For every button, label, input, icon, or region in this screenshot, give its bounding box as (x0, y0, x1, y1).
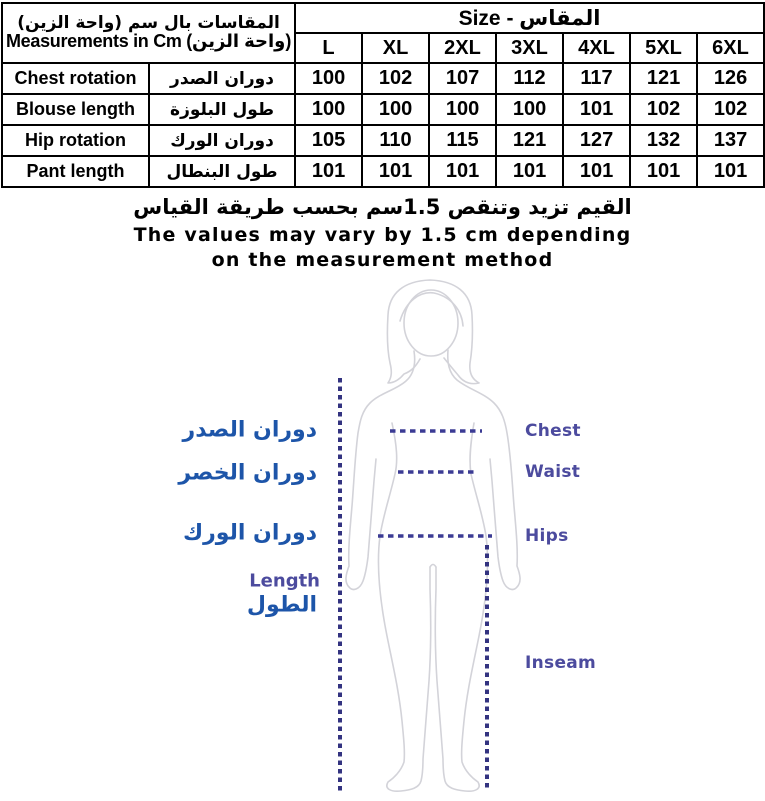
size-header-label: Size - المقاس (458, 6, 601, 30)
size-header-cell (295, 3, 764, 33)
torso-left-side (380, 423, 397, 536)
table-cell: 100 (429, 94, 496, 125)
table-cell: 121 (630, 63, 697, 94)
table-title-cell (2, 3, 295, 63)
table-cell: 115 (429, 125, 496, 156)
row-label-ar: دوران الورك (149, 125, 295, 156)
diagram-label-inseam-english: Inseam (525, 653, 597, 673)
table-cell: 101 (429, 156, 496, 187)
size-col-xl: XL (362, 33, 429, 63)
table-cell: 126 (697, 63, 764, 94)
size-col-l: L (295, 33, 362, 63)
measurements-table (1, 2, 765, 188)
table-cell: 102 (362, 63, 429, 94)
measurement-diagram (0, 271, 765, 801)
torso-right-side (470, 423, 486, 536)
left-leg (378, 536, 430, 791)
table-cell: 102 (630, 94, 697, 125)
table-cell: 100 (362, 94, 429, 125)
row-label-ar: دوران الصدر (149, 63, 295, 94)
table-title-arabic: المقاسات بال سم (واحة الزين) (17, 12, 280, 33)
table-row-chest-rotation (2, 63, 764, 94)
table-cell: 101 (630, 156, 697, 187)
table-cell: 137 (697, 125, 764, 156)
table-cell: 107 (429, 63, 496, 94)
right-leg (435, 536, 487, 791)
table-row-hip-rotation (2, 125, 764, 156)
row-label-en: Blouse length (2, 94, 149, 125)
diagram-label-chest-english: Chest (525, 421, 581, 441)
body-figure-svg (0, 271, 765, 801)
diagram-label-length-english: Length (249, 570, 320, 592)
table-cell: 102 (697, 94, 764, 125)
note-arabic: القيم تزيد وتنقص 1.5سم بحسب طريقة القياس (133, 195, 632, 219)
table-cell: 121 (496, 125, 563, 156)
size-col-5xl: 5XL (630, 33, 697, 63)
table-cell: 101 (563, 94, 630, 125)
table-cell: 127 (563, 125, 630, 156)
diagram-label-hips-arabic: دوران الورك (182, 520, 317, 546)
diagram-label-length-arabic: الطول (246, 592, 317, 618)
table-row-blouse-length (2, 94, 764, 125)
row-label-ar: طول البنطال (149, 156, 295, 187)
left-shoulder-arm (346, 351, 415, 589)
hair-bang-sweep (400, 293, 463, 326)
table-row-pant-length (2, 156, 764, 187)
table-cell: 101 (496, 156, 563, 187)
diagram-label-waist-english: Waist (525, 462, 581, 482)
size-col-4xl: 4XL (563, 33, 630, 63)
diagram-label-hips-english: Hips (525, 526, 569, 546)
table-cell: 117 (563, 63, 630, 94)
row-label-ar: طول البلوزة (149, 94, 295, 125)
diagram-label-waist-arabic: دوران الخصر (178, 460, 317, 486)
table-cell: 101 (697, 156, 764, 187)
note-english-line2: on the measurement method (211, 249, 554, 271)
table-cell: 101 (295, 156, 362, 187)
hair-outline (387, 280, 479, 384)
crotch-line (430, 565, 436, 568)
table-cell: 112 (496, 63, 563, 94)
size-col-2xl: 2XL (429, 33, 496, 63)
table-cell: 100 (295, 63, 362, 94)
table-cell: 100 (295, 94, 362, 125)
table-cell: 105 (295, 125, 362, 156)
row-label-en: Chest rotation (2, 63, 149, 94)
row-label-en: Pant length (2, 156, 149, 187)
size-col-6xl: 6XL (697, 33, 764, 63)
table-cell: 101 (563, 156, 630, 187)
note-english-line1: The values may vary by 1.5 cm depending (133, 224, 632, 246)
table-cell: 100 (496, 94, 563, 125)
row-label-en: Hip rotation (2, 125, 149, 156)
size-col-3xl: 3XL (496, 33, 563, 63)
diagram-label-chest-arabic: دوران الصدر (182, 417, 317, 443)
table-title-english: Measurements in Cm (واحة الزين) (5, 31, 292, 52)
table-cell: 101 (362, 156, 429, 187)
right-shoulder-arm (448, 350, 520, 589)
table-cell: 110 (362, 125, 429, 156)
table-cell: 132 (630, 125, 697, 156)
tolerance-note (0, 191, 765, 273)
